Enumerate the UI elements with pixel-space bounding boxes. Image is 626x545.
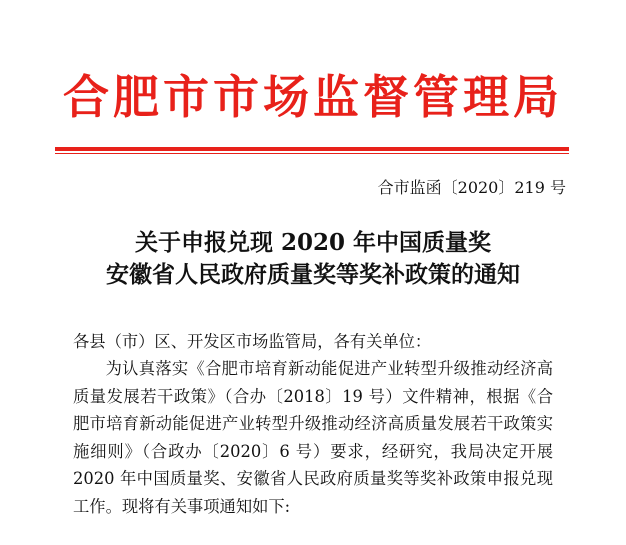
notice-title-line-1: 关于申报兑现 2020 年中国质量奖 [134, 229, 492, 256]
notice-title [0, 227, 626, 291]
body-paragraph: 为认真落实《合肥市培育新动能促进产业转型升级推动经济高质量发展若干政策》（合办〔2018〕19 号）文件精神，根据《合肥市培育新动能促进产业转型升级推动经济高质量发展若干政策实施细则》（合政办〔2020〕6 号）要求，经研究，我局决定开展 2020 年中国质量奖、安徽省人民政府质量奖等奖补政策申报兑现工作。现将有关事项通知如下: [73, 359, 553, 516]
notice-title-line-2: 安徽省人民政府质量奖等奖补政策的通知 [106, 261, 520, 288]
document-number: 合市监函〔2020〕219 号 [377, 178, 566, 197]
red-header-divider-thick [55, 147, 569, 151]
salutation: 各县（市）区、开发区市场监管局，各有关单位： [73, 332, 432, 351]
red-header-divider-thin [55, 153, 569, 154]
issuing-authority-title: 合肥市市场监督管理局 [63, 70, 563, 124]
